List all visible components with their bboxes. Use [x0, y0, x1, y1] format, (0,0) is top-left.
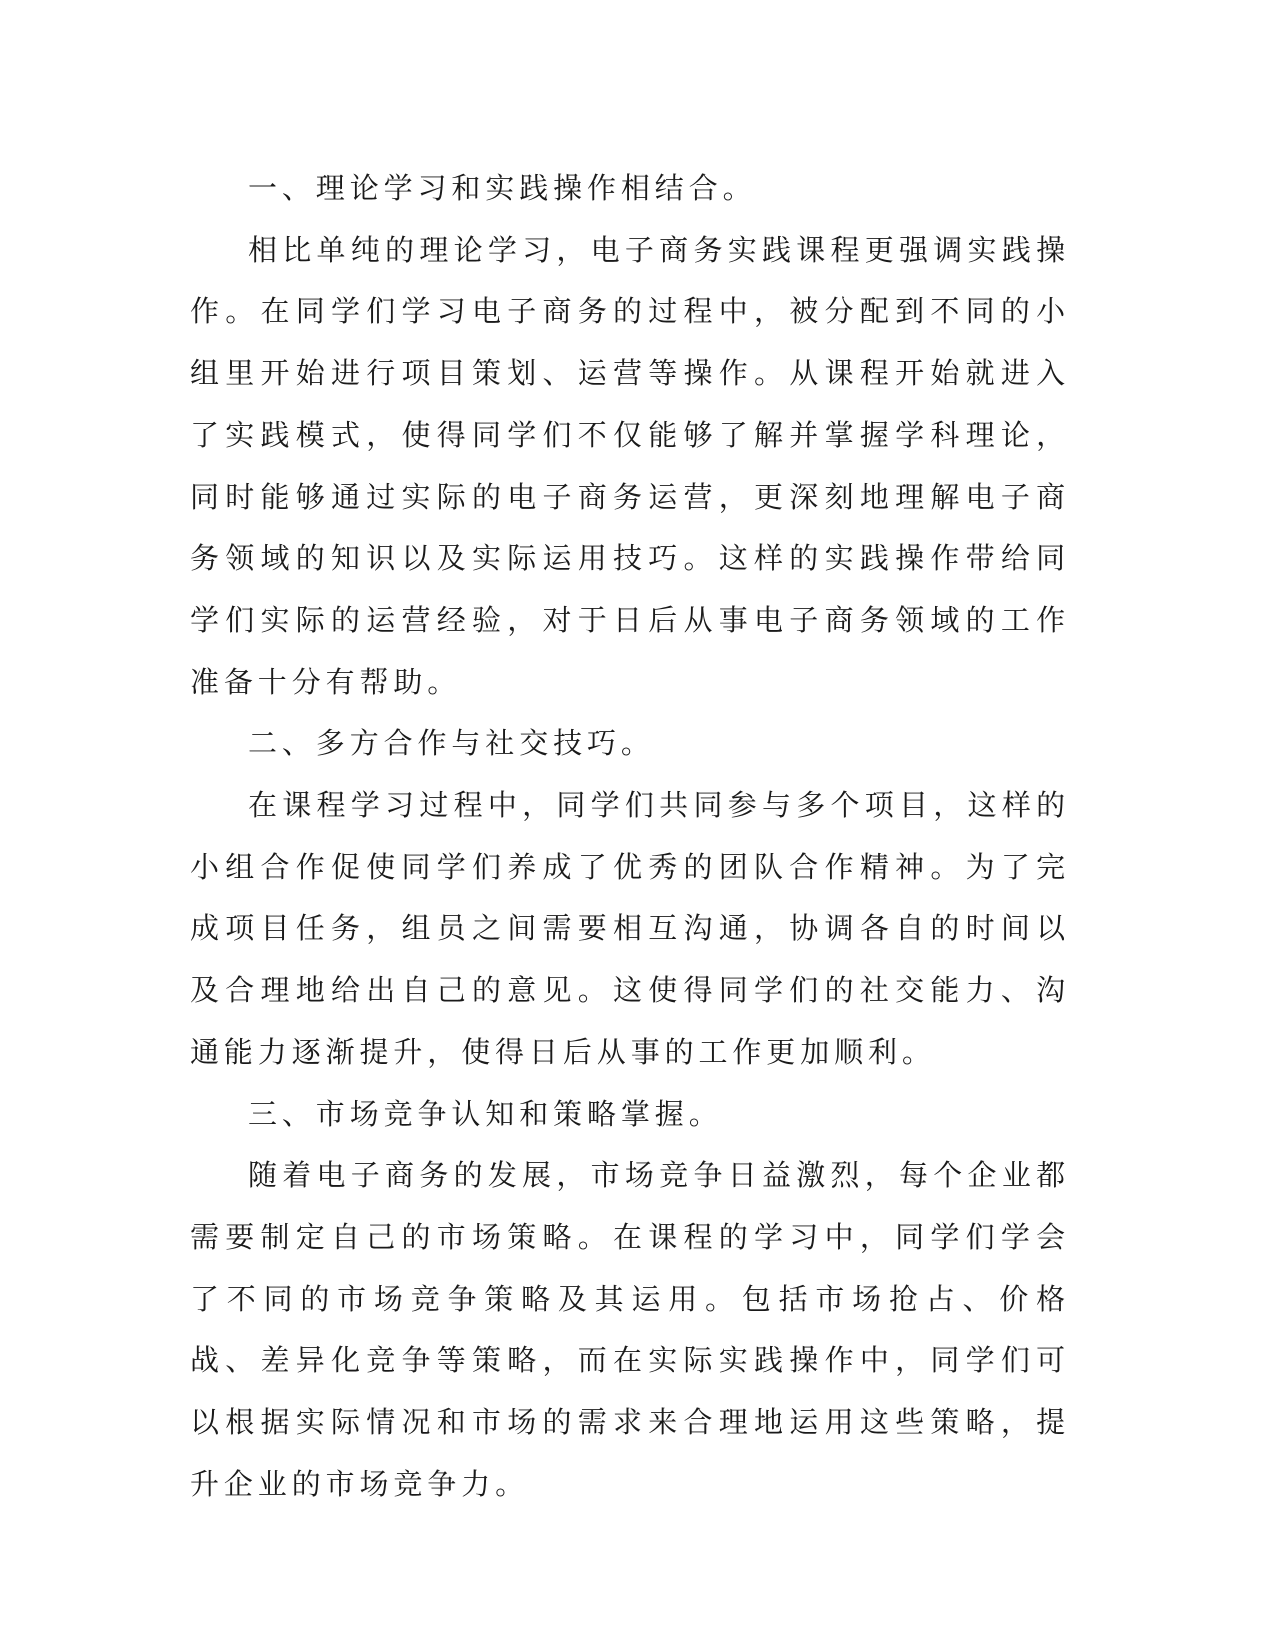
- paragraph-theory-practice: 相比单纯的理论学习，电子商务实践课程更强调实践操作。在同学们学习电子商务的过程中，被分配到不同的小组里开始进行项目策划、运营等操作。从课程开始就进入了实践模式，使得同学们不仅能够了解并掌握学科理论，同时能够通过实际的电子商务运营，更深刻地理解电子商务领域的知识以及实际运用技巧。这样的实践操作带给同学们实际的运营经验，对于日后从事电子商务领域的工作准备十分有帮助。: [190, 232, 1070, 699]
- paragraph-market-competition: 随着电子商务的发展，市场竞争日益激烈，每个企业都需要制定自己的市场策略。在课程的学习中，同学们学会了不同的市场竞争策略及其运用。包括市场抢占、价格战、差异化竞争等策略，而在实际实践操作中，同学们可以根据实际情况和市场的需求来合理地运用这些策略，提升企业的市场竞争力。: [190, 1158, 1070, 1501]
- paragraph-cooperation: 在课程学习过程中，同学们共同参与多个项目，这样的小组合作促使同学们养成了优秀的团队合作精神。为了完成项目任务，组员之间需要相互沟通，协调各自的时间以及合理地给出自己的意见。这使得同学们的社交能力、沟通能力逐渐提升，使得日后从事的工作更加顺利。: [190, 788, 1070, 1069]
- section-heading-theory-practice: 一、理论学习和实践操作相结合。: [248, 171, 757, 205]
- section-heading-cooperation: 二、多方合作与社交技巧。: [248, 726, 655, 761]
- document-body: [190, 158, 1070, 1515]
- section-heading-market-competition: 三、市场竞争认知和策略掌握。: [248, 1096, 723, 1131]
